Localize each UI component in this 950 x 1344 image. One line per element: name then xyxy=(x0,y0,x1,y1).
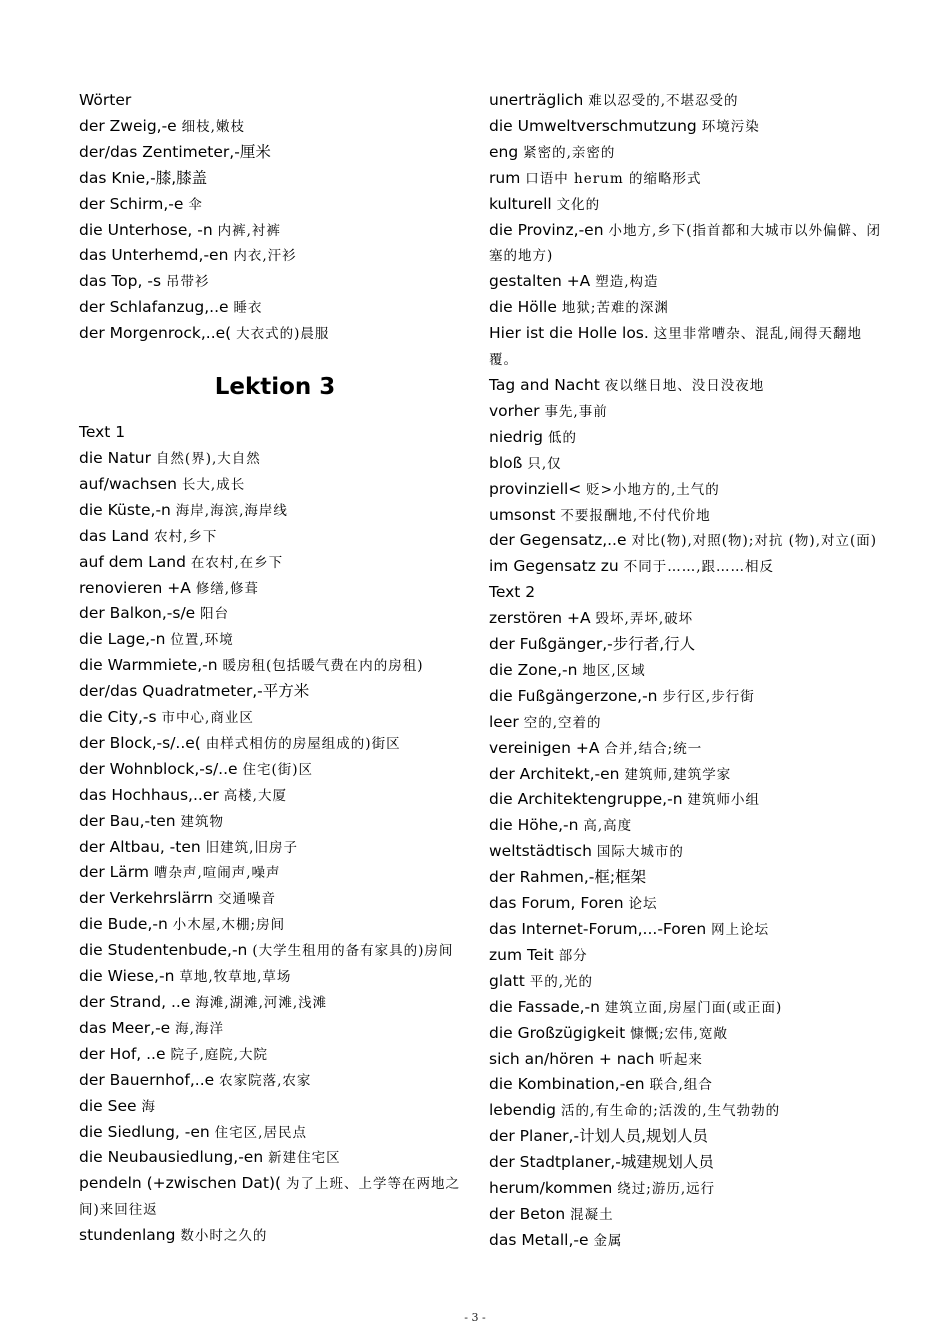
vocab-entry xyxy=(489,1021,884,1047)
vocab-entry xyxy=(79,938,471,964)
chinese-meaning: 事先,事前 xyxy=(544,403,608,420)
chinese-meaning: 不要报酬地,不付代价地 xyxy=(560,507,711,524)
german-term: das Meer,-e xyxy=(79,1018,171,1037)
german-term: das Land xyxy=(79,526,150,545)
vocab-entry xyxy=(489,1072,884,1098)
vocab-entry xyxy=(489,88,884,114)
vocab-entry xyxy=(489,114,884,140)
vocab-entry xyxy=(79,420,471,446)
chinese-meaning: 国际大城市的 xyxy=(596,844,684,861)
chinese-meaning: 农村,乡下 xyxy=(154,528,218,545)
german-term: umsonst xyxy=(489,505,556,524)
german-term: niedrig xyxy=(489,427,544,446)
lesson-heading: Lektion 3 xyxy=(214,374,336,401)
vocab-entry xyxy=(489,1228,884,1254)
chinese-meaning: 高,高度 xyxy=(583,818,633,835)
chinese-meaning: 小地方,乡下(指首都和大城市以外偏僻、闭塞的地方) xyxy=(489,222,882,265)
chinese-meaning: 阳台 xyxy=(200,606,230,623)
german-term: der Fußgänger,-步行者,行人 xyxy=(489,635,696,654)
vocab-list-right xyxy=(489,88,884,1254)
german-term: die Lage,-n xyxy=(79,630,166,649)
german-term: das Internet-Forum,...-Foren xyxy=(489,920,707,938)
german-term: die Studentenbude,-n xyxy=(79,941,248,960)
vocab-entry xyxy=(489,917,884,943)
chinese-meaning: 由样式相仿的房屋组成的)街区 xyxy=(205,735,401,752)
german-term: kulturell xyxy=(489,194,552,213)
chinese-meaning: 海 xyxy=(141,1098,156,1115)
chinese-meaning: 活的,有生命的;活泼的,生气勃勃的 xyxy=(560,1103,781,1120)
german-term: leer xyxy=(489,712,519,731)
chinese-meaning: 混凝土 xyxy=(570,1206,614,1223)
chinese-meaning: 位置,环境 xyxy=(170,632,234,649)
vocab-entry xyxy=(489,943,884,969)
german-term: zum Teit xyxy=(489,945,554,964)
german-term: die Küste,-n xyxy=(79,500,171,519)
chinese-meaning: 市中心,商业区 xyxy=(161,710,254,727)
german-term: die Wiese,-n xyxy=(79,967,175,986)
chinese-meaning: 小木屋,木棚;房间 xyxy=(172,917,286,934)
vocab-entry xyxy=(79,472,471,498)
vocab-entry xyxy=(489,192,884,218)
vocab-entry xyxy=(489,891,884,917)
vocab-entry xyxy=(489,684,884,710)
chinese-meaning: 慷慨;宏伟,宽敞 xyxy=(630,1025,728,1042)
german-term: gestalten +A xyxy=(489,272,591,291)
vocab-entry xyxy=(79,166,471,192)
vocab-entry xyxy=(79,783,471,809)
vocab-entry xyxy=(489,969,884,995)
vocab-entry xyxy=(79,835,471,861)
german-term: der Planer,-计划人员,规划人员 xyxy=(489,1127,709,1146)
chinese-meaning: 金属 xyxy=(593,1232,623,1249)
vocab-entry xyxy=(79,627,471,653)
vocab-entry xyxy=(79,1016,471,1042)
chinese-meaning: 自然(界),大自然 xyxy=(155,450,261,467)
vocab-entry xyxy=(489,425,884,451)
german-term: der Altbau, -ten xyxy=(79,837,201,856)
german-term: das Knie,-膝,膝盖 xyxy=(79,168,208,187)
german-term: der Balkon,-s/e xyxy=(79,604,196,623)
vocab-entry xyxy=(489,528,884,554)
german-term: der Bauernhof,..e xyxy=(79,1070,215,1089)
vocab-entry xyxy=(79,140,471,166)
chinese-meaning: 暖房租(包括暖气费在内的房租) xyxy=(222,658,424,675)
vocab-entry xyxy=(79,1171,471,1223)
german-term: der Gegensatz,..e xyxy=(489,531,627,550)
german-term: das Top, -s xyxy=(79,272,162,291)
chinese-meaning: 低的 xyxy=(547,429,577,446)
vocab-entry xyxy=(79,964,471,990)
chinese-meaning: 地区,区域 xyxy=(582,662,646,679)
german-term: vorher xyxy=(489,401,540,420)
page-number: - 3 - xyxy=(464,1311,486,1324)
german-term: der Architekt,-en xyxy=(489,764,620,783)
chinese-meaning: 交通噪音 xyxy=(217,891,276,908)
chinese-meaning: 住宅区,居民点 xyxy=(214,1124,307,1141)
vocab-entry xyxy=(489,710,884,736)
german-term: das Hochhaus,..er xyxy=(79,785,219,804)
vocab-entry xyxy=(79,243,471,269)
german-term: der/das Zentimeter,-厘米 xyxy=(79,142,271,161)
german-term: die Umweltverschmutzung xyxy=(489,116,697,135)
german-term: bloß xyxy=(489,453,523,472)
vocab-entry xyxy=(489,658,884,684)
german-term: die See xyxy=(79,1096,137,1115)
vocab-entry xyxy=(489,632,884,658)
german-term: Hier ist die Holle los. xyxy=(489,324,649,343)
chinese-meaning: 高楼,大厦 xyxy=(223,787,287,804)
vocab-entry xyxy=(489,1124,884,1150)
chinese-meaning: 海滩,湖滩,河滩,浅滩 xyxy=(195,995,328,1011)
chinese-meaning: 院子,庭院,大院 xyxy=(170,1046,269,1063)
vocab-entry xyxy=(79,990,471,1016)
vocab-entry xyxy=(489,787,884,813)
vocab-entry xyxy=(79,321,471,347)
german-term: stundenlang xyxy=(79,1226,176,1245)
chinese-meaning: 文化的 xyxy=(556,196,601,213)
vocab-entry xyxy=(79,1042,471,1068)
german-term: das Metall,-e xyxy=(489,1230,589,1249)
chinese-meaning: 海岸,海滨,海岸线 xyxy=(175,502,288,519)
chinese-meaning: 建筑师小组 xyxy=(687,792,760,809)
german-term: der Zweig,-e xyxy=(79,116,177,135)
german-term: die Unterhose, -n xyxy=(79,220,213,239)
vocab-entry xyxy=(489,1047,884,1073)
german-term: Wörter xyxy=(79,91,132,109)
chinese-meaning: 听起来 xyxy=(659,1051,703,1068)
chinese-meaning: 合并,结合;统一 xyxy=(604,740,703,757)
vocab-entry xyxy=(489,399,884,425)
chinese-meaning: 这里非常嘈杂、混乱,闹得天翻地覆。 xyxy=(489,326,863,369)
german-term: Tag and Nacht xyxy=(489,375,600,394)
chinese-meaning: 睡衣 xyxy=(233,300,263,317)
vocab-entry xyxy=(79,192,471,218)
chinese-meaning: 论坛 xyxy=(628,896,658,913)
german-term: die Kombination,-en xyxy=(489,1075,645,1094)
chinese-meaning: 嘈杂声,喧闹声,噪声 xyxy=(153,865,281,882)
german-term: die Siedlung, -en xyxy=(79,1122,210,1141)
vocab-entry xyxy=(489,503,884,529)
vocab-entry xyxy=(489,995,884,1021)
german-term: die Natur xyxy=(79,448,151,467)
chinese-meaning: 建筑物 xyxy=(180,813,225,830)
german-term: unerträglich xyxy=(489,91,584,109)
chinese-meaning: 平的,光的 xyxy=(529,973,594,990)
chinese-meaning: 海,海洋 xyxy=(175,1020,224,1037)
vocab-entry xyxy=(489,373,884,399)
german-term: der Verkehrslärrn xyxy=(79,889,214,908)
vocab-entry xyxy=(79,88,471,114)
german-term: der Stadtplaner,-城建规划人员 xyxy=(489,1153,714,1172)
vocab-entry xyxy=(489,554,884,580)
german-term: der Morgenrock,..e( xyxy=(79,324,232,343)
chinese-meaning: 紧密的,亲密的 xyxy=(523,144,616,161)
vocab-entry xyxy=(79,1223,471,1249)
vocab-entry xyxy=(489,580,884,606)
chinese-meaning: 口语中 herum 的缩略形式 xyxy=(525,170,702,187)
chinese-meaning: 草地,牧草地,草场 xyxy=(179,969,292,986)
german-term: provinziell< xyxy=(489,479,582,498)
chinese-meaning: (大学生租用的备有家具的)房间 xyxy=(252,943,454,960)
vocab-entry xyxy=(79,295,471,321)
german-term: der Hof, ..e xyxy=(79,1044,166,1063)
german-term: das Unterhemd,-en xyxy=(79,246,229,265)
german-term: die Höhe,-n xyxy=(489,816,579,835)
vocab-entry xyxy=(79,218,471,244)
vocab-entry xyxy=(489,1176,884,1202)
chinese-meaning: 地狱;苦难的深渊 xyxy=(561,300,669,317)
german-term: der Lärm xyxy=(79,863,150,882)
german-term: zerstören +A xyxy=(489,609,591,628)
german-term: die Architektengruppe,-n xyxy=(489,790,683,809)
vocab-entry xyxy=(79,1145,471,1171)
chinese-meaning: 难以忍受的,不堪忍受的 xyxy=(588,93,739,109)
german-term: die City,-s xyxy=(79,708,157,727)
chinese-meaning: 贬>小地方的,土气的 xyxy=(586,481,720,498)
vocab-entry xyxy=(489,762,884,788)
vocab-entry xyxy=(79,809,471,835)
vocab-entry xyxy=(489,865,884,891)
vocab-entry xyxy=(489,269,884,295)
vocab-entry xyxy=(79,1068,471,1094)
german-term: renovieren +A xyxy=(79,578,191,597)
german-term: der Block,-s/..e( xyxy=(79,733,201,752)
chinese-meaning: 部分 xyxy=(558,947,588,964)
german-term: glatt xyxy=(489,971,525,990)
chinese-meaning: 环境污染 xyxy=(701,118,760,135)
german-term: der/das Quadratmeter,-平方米 xyxy=(79,682,310,701)
chinese-meaning: 内衣,汗衫 xyxy=(233,248,297,265)
german-term: der Bau,-ten xyxy=(79,811,176,830)
vocab-entry xyxy=(79,524,471,550)
vocab-entry xyxy=(79,860,471,886)
chinese-meaning: 新建住宅区 xyxy=(268,1150,341,1167)
german-term: der Schlafanzug,..e xyxy=(79,298,229,317)
german-term: Text 1 xyxy=(79,423,126,442)
german-term: der Rahmen,-框;框架 xyxy=(489,868,647,887)
vocab-entry xyxy=(79,679,471,705)
german-term: im Gegensatz zu xyxy=(489,557,619,576)
german-term: sich an/hören + nach xyxy=(489,1049,655,1068)
vocab-entry xyxy=(489,451,884,477)
vocab-entry xyxy=(489,736,884,762)
chinese-meaning: 建筑立面,房屋门面(或正面) xyxy=(604,999,783,1016)
chinese-meaning: 为了上班、上学等在两地之间)来回往返 xyxy=(79,1176,461,1219)
chinese-meaning: 农家院落,农家 xyxy=(219,1072,312,1089)
chinese-meaning: 住宅(街)区 xyxy=(242,761,314,778)
chinese-meaning: 修缮,修葺 xyxy=(195,580,260,597)
german-term: weltstädtisch xyxy=(489,842,592,861)
vocab-entry xyxy=(489,140,884,166)
vocab-entry xyxy=(489,606,884,632)
vocab-entry xyxy=(79,886,471,912)
vocab-entry xyxy=(79,731,471,757)
vocab-list-before-heading xyxy=(79,88,471,347)
vocab-entry xyxy=(489,839,884,865)
vocab-entry xyxy=(79,498,471,524)
vocab-entry xyxy=(489,477,884,503)
german-term: herum/kommen xyxy=(489,1179,613,1198)
german-term: die Fassade,-n xyxy=(489,997,600,1016)
vocab-entry xyxy=(489,813,884,839)
german-term: die Großzügigkeit xyxy=(489,1023,626,1042)
chinese-meaning: 长大,成长 xyxy=(181,476,246,493)
vocab-entry xyxy=(79,653,471,679)
german-term: vereinigen +A xyxy=(489,738,600,757)
chinese-meaning: 夜以继日地、没日没夜地 xyxy=(604,377,765,394)
vocab-entry xyxy=(79,1094,471,1120)
chinese-meaning: 吊带衫 xyxy=(165,274,210,291)
vocab-entry xyxy=(79,912,471,938)
german-term: das Forum, Foren xyxy=(489,894,624,913)
chinese-meaning: 建筑师,建筑学家 xyxy=(624,766,732,783)
vocab-entry xyxy=(79,114,471,140)
vocab-entry xyxy=(489,166,884,192)
german-term: die Warmmiete,-n xyxy=(79,656,218,675)
german-term: auf/wachsen xyxy=(79,474,177,493)
german-term: die Fußgängerzone,-n xyxy=(489,686,658,705)
chinese-meaning: 毁坏,弄坏,破坏 xyxy=(595,611,694,628)
chinese-meaning: 绕过;游历,远行 xyxy=(617,1181,716,1198)
chinese-meaning: 对比(物),对照(物);对抗 (物),对立(面) xyxy=(631,533,878,550)
vocab-entry xyxy=(79,705,471,731)
german-term: lebendig xyxy=(489,1101,557,1120)
vocab-entry xyxy=(79,550,471,576)
german-term: der Wohnblock,-s/..e xyxy=(79,759,238,778)
german-term: die Neubausiedlung,-en xyxy=(79,1148,264,1167)
vocab-entry xyxy=(79,757,471,783)
vocab-entry xyxy=(489,1202,884,1228)
vocab-entry xyxy=(489,218,884,270)
vocab-entry xyxy=(489,1150,884,1176)
left-column xyxy=(79,88,471,1249)
german-term: eng xyxy=(489,142,519,161)
vocab-entry xyxy=(79,601,471,627)
vocab-entry xyxy=(79,1120,471,1146)
german-term: pendeln (+zwischen Dat)( xyxy=(79,1174,282,1193)
chinese-meaning: 空的,空着的 xyxy=(523,714,602,731)
german-term: auf dem Land xyxy=(79,552,186,571)
chinese-meaning: 在农村,在乡下 xyxy=(190,554,284,571)
chinese-meaning: 塑造,构造 xyxy=(595,274,659,291)
vocab-entry xyxy=(489,321,884,373)
german-term: rum xyxy=(489,168,521,187)
chinese-meaning: 网上论坛 xyxy=(711,922,770,938)
chinese-meaning: 伞 xyxy=(188,196,203,213)
vocab-entry xyxy=(489,295,884,321)
german-term: Text 2 xyxy=(489,583,536,602)
right-column xyxy=(489,88,884,1254)
german-term: die Bude,-n xyxy=(79,915,168,934)
vocab-entry xyxy=(489,1098,884,1124)
vocab-entry xyxy=(79,446,471,472)
vocab-list-lesson-3 xyxy=(79,420,471,1249)
chinese-meaning: 不同于……,跟……相反 xyxy=(623,559,774,576)
chinese-meaning: 细枝,嫩枝 xyxy=(181,118,245,135)
german-term: der Schirm,-e xyxy=(79,194,184,213)
german-term: der Beton xyxy=(489,1204,566,1223)
german-term: die Provinz,-en xyxy=(489,220,604,239)
german-term: der Strand, ..e xyxy=(79,993,191,1011)
chinese-meaning: 步行区,步行街 xyxy=(662,688,755,705)
chinese-meaning: 联合,组合 xyxy=(649,1077,713,1094)
chinese-meaning: 内裤,衬裤 xyxy=(217,222,281,239)
german-term: die Hölle xyxy=(489,298,557,317)
chinese-meaning: 数小时之久的 xyxy=(180,1228,268,1245)
vocab-entry xyxy=(79,269,471,295)
german-term: die Zone,-n xyxy=(489,660,578,679)
vocab-entry xyxy=(79,576,471,602)
chinese-meaning: 只,仅 xyxy=(527,455,562,472)
chinese-meaning: 旧建筑,旧房子 xyxy=(205,839,298,856)
chinese-meaning: 大衣式的)晨服 xyxy=(236,326,330,343)
